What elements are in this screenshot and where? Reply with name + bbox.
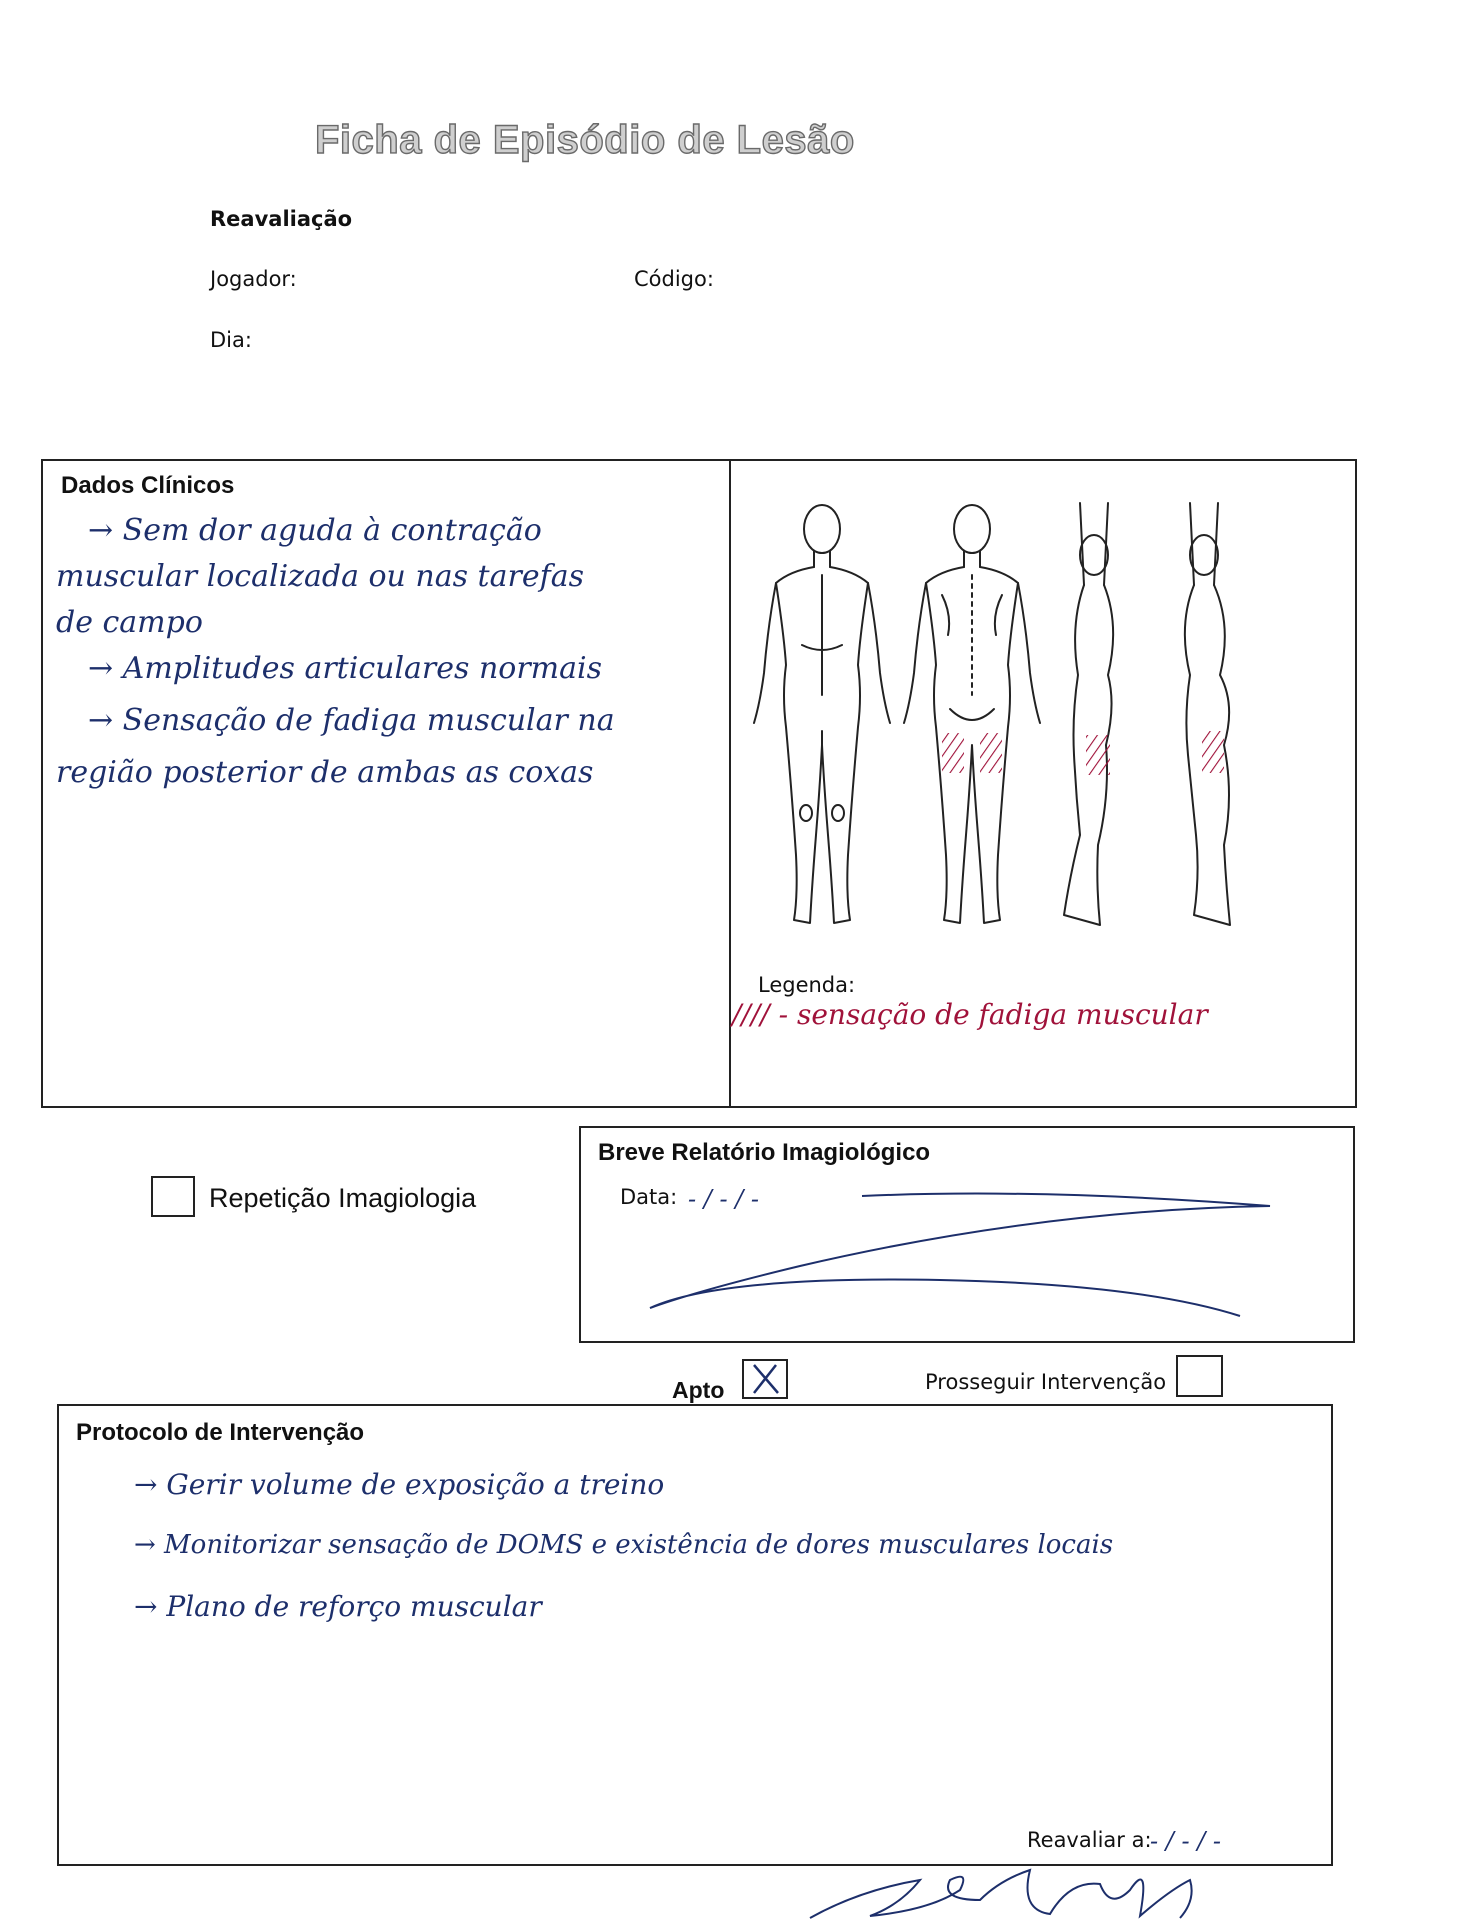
legend-label: Legenda:	[758, 973, 856, 997]
player-label: Jogador:	[210, 267, 297, 291]
reassess-date: - / - / -	[1150, 1827, 1222, 1855]
clinical-note: → Sensação de fadiga muscular na	[88, 703, 615, 738]
repeat-imaging-label: Repetição Imagiologia	[209, 1183, 477, 1213]
legend-text: //// - sensação de fadiga muscular	[732, 998, 1208, 1031]
clinical-note: → Sem dor aguda à contração	[88, 513, 542, 548]
imaging-date-label: Data:	[620, 1185, 678, 1209]
clinical-title: Dados Clínicos	[61, 472, 235, 499]
imaging-report-title: Breve Relatório Imagiológico	[598, 1139, 931, 1166]
reassess-label: Reavaliar a:	[1027, 1828, 1152, 1852]
imaging-date-value: - / - / -	[688, 1185, 760, 1213]
apto-label: Apto	[672, 1377, 725, 1403]
body-side-figure-right	[1185, 503, 1230, 925]
protocol-item: → Gerir volume de exposição a treino	[134, 1468, 665, 1501]
code-label: Código:	[634, 267, 714, 291]
body-front-figure	[754, 505, 890, 923]
body-side-figure-left	[1064, 503, 1113, 925]
protocol-item: → Monitorizar sensação de DOMS e existência de dores musculares locais	[134, 1530, 1114, 1560]
repeat-imaging-checkbox[interactable]	[151, 1176, 195, 1217]
body-back-figure	[904, 505, 1040, 923]
day-label: Dia:	[210, 328, 252, 352]
subtitle-reassessment: Reavaliação	[210, 207, 353, 231]
protocol-title: Protocolo de Intervenção	[76, 1419, 365, 1446]
signature-image	[800, 1850, 1220, 1920]
section-divider	[729, 461, 731, 1106]
form-title: Ficha de Episódio de Lesão	[315, 118, 855, 162]
apto-checkbox[interactable]	[742, 1359, 788, 1399]
clinical-note: → Amplitudes articulares normais	[88, 651, 602, 686]
clinical-note: de campo	[56, 605, 203, 640]
protocol-item: → Plano de reforço muscular	[134, 1590, 542, 1623]
clinical-note: muscular localizada ou nas tarefas	[56, 559, 584, 594]
check-x-icon	[744, 1361, 786, 1397]
body-chart-diagram	[740, 495, 1310, 945]
continue-intervention-checkbox[interactable]	[1176, 1355, 1223, 1397]
continue-intervention-label: Prosseguir Intervenção	[925, 1370, 1167, 1394]
imaging-strikethrough-scribble	[640, 1180, 1280, 1330]
clinical-note: região posterior de ambas as coxas	[56, 755, 594, 790]
